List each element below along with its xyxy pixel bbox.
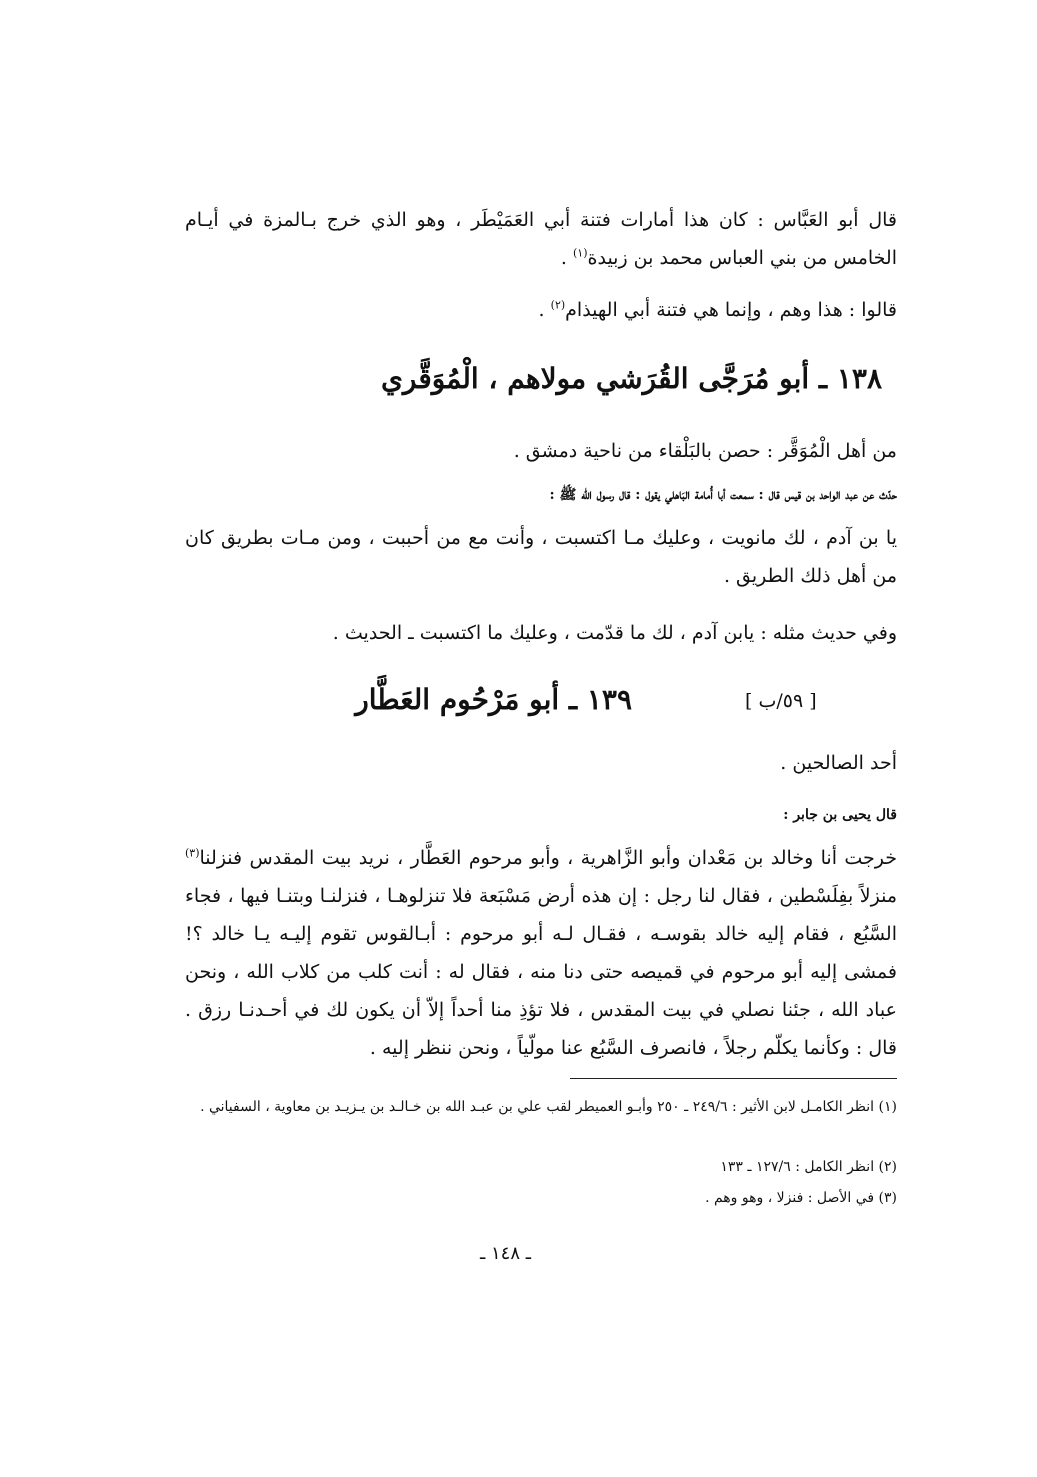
entry-138-hadith: يا بن آدم ، لك مانويت ، وعليك مـا اكتسبت ، وأنت مع من أحببت ، ومن مـات بطريق كان من أهل ذلك الطريق . (185, 527, 897, 587)
paragraph-qalu (185, 291, 897, 329)
page-number: ـ ١٤٨ ـ (480, 1243, 532, 1264)
entry-138-variant: وفي حديث مثله : يابن آدم ، لك ما قدّمت ، وعليك ما اكتسبت ـ الحديث . (332, 622, 897, 644)
footnote-marker-2[interactable]: (٢) (550, 298, 566, 312)
paragraph-end: . (560, 247, 573, 269)
footnote-divider (570, 1078, 897, 1079)
story-text: خرجت أنا وخالد بن مَعْدان وأبو الزَّاهرية ، وأبو مرحوم العَطَّار ، نريد بيت المقدس فنزلنا (199, 847, 897, 869)
paragraph-end: . (538, 299, 551, 321)
paragraph-text: قالوا : هذا وهم ، وإنما هي فتنة أبي الهيذام (565, 299, 897, 321)
paragraph-abbas (185, 201, 897, 277)
footnote-1: (١) انظر الكامـل لابن الأثير : ٢٤٩/٦ ـ ٢٥٠ وأبـو العميطر لقب علي بن عبـد الله بن خـالـد بن يـزيـد بن معاوية ، السفياني . (200, 1099, 897, 1115)
story-continuation: منزلاً بفِلَسْطين ، فقال لنا رجل : إن هذه أرض مَسْبَعة فلا تنزلوهـا ، فنزلنـا وبتنـا فيها ، فجاء السَّبُع ، فقام إليه خالد بقوسـه ، فقـال لـه أبو مرحوم : أبـالقوس تقوم إليـه يـا خالد ؟! فمشى إليه أبو مرحوم في قميصه حتى دنا منه ، فقال له : أنت كلب من كلاب الله ، ونحن عباد الله ، جئنا نصلي في بيت المقدس ، فلا تؤذِ منا أحداً إلاّ أن يكون لك في أحـدنـا رزق . قال : وكأنما يكلّم رجلاً ، فانصرف السَّبُع عنا مولّياً ، ونحن ننظر إليه . (185, 885, 897, 1059)
footnote-2: (٢) انظر الكامل : ١٢٧/٦ ـ ١٣٣ (720, 1159, 897, 1175)
entry-138-origin: من أهل الْمُوَقَّر : حصن بالبَلْقاء من ناحية دمشق . (513, 440, 897, 462)
footnote-marker-1[interactable]: (١) (573, 246, 588, 260)
entry-139-heading: ١٣٩ ـ أبو مَرْحُوم العَطَّار (355, 683, 632, 716)
entry-138-isnad: حدّث عن عبد الواحد بن قيس قال : سمعت أبا أُمامة البَاهلي يقول : قال رسول الله ﷺ : (549, 487, 897, 503)
paragraph-text: قال أبو العَبَّاس : كان هذا أمارات فتنة أبي العَمَيْطَر ، وهو الذي خرج بـالمزة في أيـام الخامس من بني العباس محمد بن زبيدة (185, 209, 897, 269)
entry-139-story (185, 839, 897, 1067)
folio-marker: [ ٥٩/ب ] (745, 690, 817, 712)
footnote-marker-3[interactable]: (٣) (185, 846, 200, 860)
entry-139-description: أحد الصالحين . (780, 752, 897, 774)
entry-139-isnad: قال يحيى بن جابر : (783, 807, 897, 823)
entry-138-heading: ١٣٨ ـ أبو مُرَجَّى القُرَشي مولاهم ، الْمُوَقَّري (381, 362, 882, 395)
footnote-3: (٣) في الأصل : فنزلا ، وهو وهم . (705, 1190, 897, 1206)
